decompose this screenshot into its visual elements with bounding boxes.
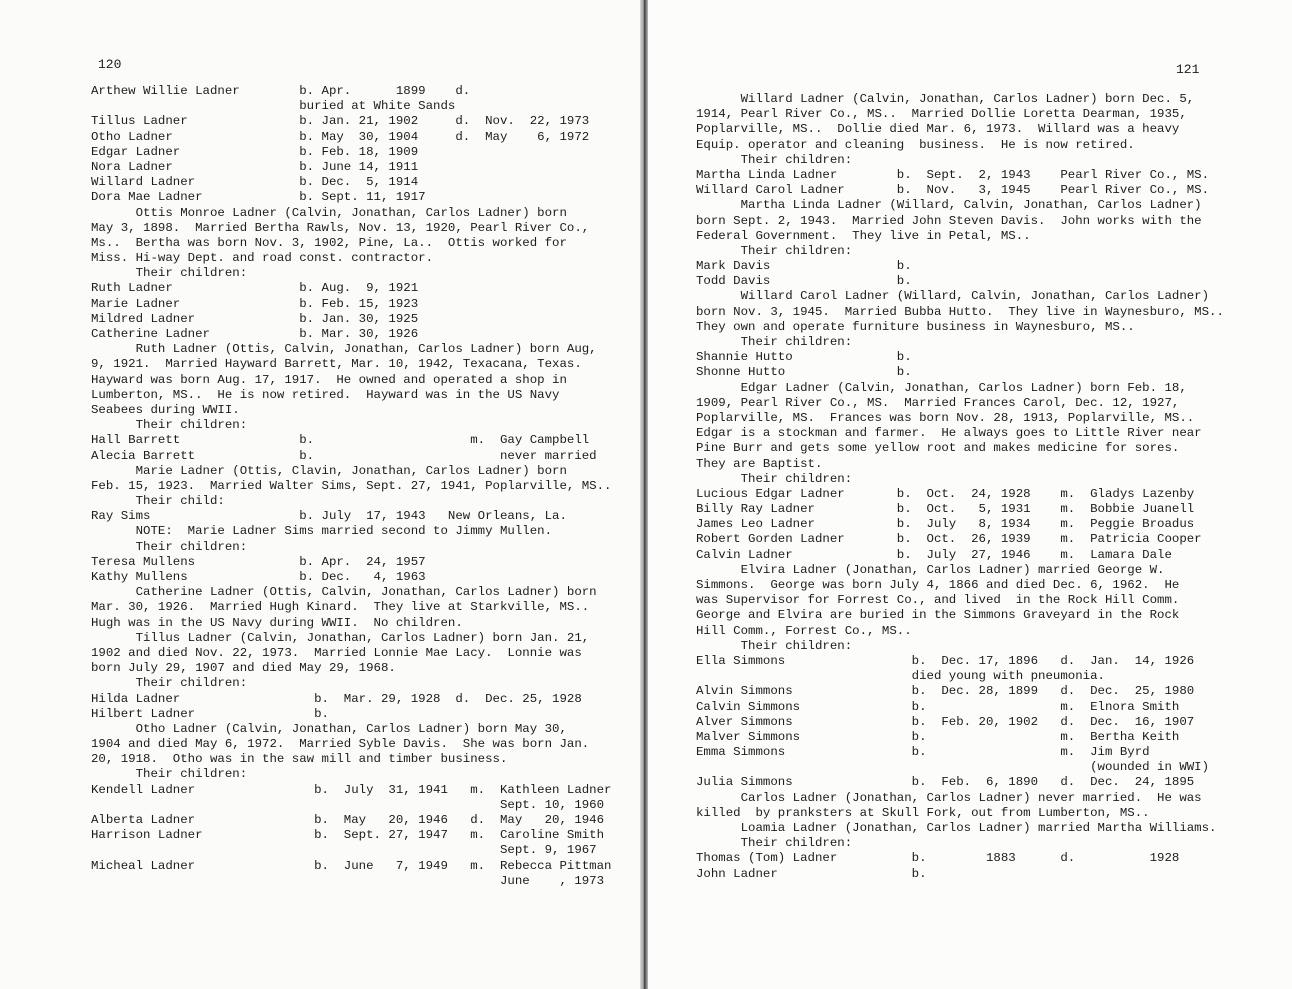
text-line: born Nov. 3, 1945. Married Bubba Hutto. They live in Waynesburo, MS..	[696, 304, 1224, 319]
text-line: Willard Ladner b. Dec. 5, 1914	[91, 175, 419, 190]
text-line: Hilda Ladner b. Mar. 29, 1928 d. Dec. 25, 1928	[91, 691, 582, 706]
text-line: Feb. 15, 1923. Married Walter Sims, Sept. 27, 1941, Poplarville, MS..	[91, 478, 612, 493]
text-line: Emma Simmons b. m. Jim Byrd	[696, 745, 1150, 760]
text-line: Their children:	[696, 638, 853, 653]
text-line: Pine Burr and gets some yellow root and makes medicine for sores.	[696, 441, 1180, 456]
text-line: Their children:	[696, 335, 853, 349]
text-line: 1904 and died May 6, 1972. Married Syble Davis. She was born Jan.	[91, 737, 590, 752]
text-line: Martha Linda Ladner (Willard, Calvin, Jonathan, Carlos Ladner)	[696, 198, 1202, 213]
left-page-text	[91, 84, 612, 889]
text-line: Their children:	[91, 676, 248, 691]
text-line: Shannie Hutto b.	[696, 350, 912, 365]
text-line: Simmons. George was born July 4, 1866 and died Dec. 6, 1962. He	[696, 578, 1180, 592]
text-line: Ella Simmons b. Dec. 17, 1896 d. Jan. 14, 1926	[696, 653, 1195, 668]
text-line: Hayward was born Aug. 17, 1917. He owned and operated a shop in	[91, 372, 567, 387]
text-line: Elvira Ladner (Jonathan, Carlos Ladner) married George W.	[696, 562, 1165, 577]
text-line: Their children:	[91, 418, 248, 433]
text-line: Their children:	[696, 243, 853, 258]
text-line: 1902 and died Nov. 22, 1973. Married Lonnie Mae Lacy. Lonnie was	[91, 645, 582, 660]
text-line: They are Baptist.	[696, 456, 823, 471]
text-line: 20, 1918. Otho was in the saw mill and timber business.	[91, 752, 508, 767]
text-line: Malver Simmons b. m. Bertha Keith	[696, 729, 1180, 744]
text-line: June , 1973	[91, 873, 605, 888]
page-number-right: 121	[1176, 62, 1200, 77]
text-line: Thomas (Tom) Ladner b. 1883 d. 1928	[696, 851, 1180, 866]
text-line: Micheal Ladner b. June 7, 1949 m. Rebecca Pittman	[91, 858, 612, 873]
text-line: Ms.. Bertha was born Nov. 3, 1902, Pine, La.. Ottis worked for	[91, 235, 567, 250]
right-page	[648, 0, 1292, 989]
right-page-text	[696, 92, 1224, 882]
text-line: Catherine Ladner (Ottis, Calvin, Jonathan, Carlos Ladner) born	[91, 585, 597, 600]
text-line: Poplarville, MS. Frances was born Nov. 28, 1913, Poplarville, MS..	[696, 410, 1195, 425]
text-line: Sept. 9, 1967	[91, 843, 597, 858]
text-line: Ottis Monroe Ladner (Calvin, Jonathan, Carlos Ladner) born	[91, 205, 567, 220]
text-line: born July 29, 1907 and died May 29, 1968.	[91, 661, 396, 676]
text-line: Lucious Edgar Ladner b. Oct. 24, 1928 m. Gladys Lazenby	[696, 486, 1195, 501]
text-line: Harrison Ladner b. Sept. 27, 1947 m. Caroline Smith	[91, 828, 605, 843]
text-line: Alver Simmons b. Feb. 20, 1902 d. Dec. 16, 1907	[696, 714, 1195, 729]
text-line: 1914, Pearl River Co., MS.. Married Dollie Loretta Dearman, 1935,	[696, 107, 1187, 122]
text-line: NOTE: Marie Ladner Sims married second to Jimmy Mullen.	[91, 524, 553, 539]
text-line: Ruth Ladner (Ottis, Calvin, Jonathan, Carlos Ladner) born Aug,	[91, 342, 597, 357]
text-line: 9, 1921. Married Hayward Barrett, Mar. 10, 1942, Texacana, Texas.	[91, 357, 582, 372]
text-line: Dora Mae Ladner b. Sept. 11, 1917	[91, 190, 426, 205]
text-line: Nora Ladner b. June 14, 1911	[91, 159, 419, 174]
text-line: Seabees during WWII.	[91, 402, 240, 417]
text-line: Equip. operator and cleaning business. He is now retired.	[696, 137, 1135, 152]
text-line: Tillus Ladner b. Jan. 21, 1902 d. Nov. 22, 1973	[91, 114, 590, 129]
text-line: buried at White Sands	[91, 99, 456, 114]
text-line: Martha Linda Ladner b. Sept. 2, 1943 Pearl River Co., MS.	[696, 167, 1210, 182]
text-line: Their children:	[91, 539, 248, 554]
text-line: (wounded in WWI)	[696, 760, 1210, 775]
text-line: Alberta Ladner b. May 20, 1946 d. May 20, 1946	[91, 813, 605, 827]
text-line: Mildred Ladner b. Jan. 30, 1925	[91, 311, 419, 326]
page-number-left: 120	[98, 57, 122, 72]
text-line: Calvin Simmons b. m. Elnora Smith	[696, 699, 1180, 714]
text-line: Billy Ray Ladner b. Oct. 5, 1931 m. Bobbie Juanell	[696, 502, 1195, 517]
text-line: died young with pneumonia.	[696, 669, 1105, 684]
text-line: Julia Simmons b. Feb. 6, 1890 d. Dec. 24, 1895	[696, 775, 1195, 790]
text-line: Hill Comm., Forrest Co., MS..	[696, 623, 912, 638]
text-line: Lumberton, MS.. He is now retired. Hayward was in the US Navy	[91, 387, 560, 402]
text-line: Todd Davis b.	[696, 274, 912, 289]
text-line: They own and operate furniture business in Waynesburo, MS..	[696, 319, 1135, 334]
text-line: Carlos Ladner (Jonathan, Carlos Ladner) never married. He was	[696, 790, 1202, 805]
text-line: Their children:	[91, 266, 248, 281]
text-line: Willard Ladner (Calvin, Jonathan, Carlos Ladner) born Dec. 5,	[696, 92, 1195, 106]
text-line: Otho Ladner b. May 30, 1904 d. May 6, 1972	[91, 129, 590, 144]
text-line: Willard Carol Ladner b. Nov. 3, 1945 Pearl River Co., MS.	[696, 183, 1210, 198]
text-line: killed by pranksters at Skull Fork, out from Lumberton, MS..	[696, 805, 1150, 820]
text-line: Teresa Mullens b. Apr. 24, 1957	[91, 554, 426, 569]
left-page	[0, 0, 640, 989]
text-line: Sept. 10, 1960	[91, 797, 605, 812]
text-line: Alvin Simmons b. Dec. 28, 1899 d. Dec. 25, 1980	[696, 684, 1195, 699]
text-line: Calvin Ladner b. July 27, 1946 m. Lamara Dale	[696, 547, 1172, 562]
text-line: Hilbert Ladner b.	[91, 706, 329, 721]
text-line: Willard Carol Ladner (Willard, Calvin, Jonathan, Carlos Ladner)	[696, 289, 1210, 304]
text-line: Their children:	[696, 471, 853, 486]
text-line: Federal Government. They live in Petal, MS..	[696, 228, 1031, 243]
text-line: Kendell Ladner b. July 31, 1941 m. Kathleen Ladner	[91, 782, 612, 797]
text-line: Loamia Ladner (Jonathan, Carlos Ladner) married Martha Williams.	[696, 821, 1217, 835]
text-line: was Supervisor for Forrest Co., and lived in the Rock Hill Comm.	[696, 593, 1180, 608]
text-line: Mar. 30, 1926. Married Hugh Kinard. They live at Starkville, MS..	[91, 600, 590, 615]
text-line: James Leo Ladner b. July 8, 1934 m. Peggie Broadus	[696, 517, 1195, 532]
text-line: Marie Ladner b. Feb. 15, 1923	[91, 296, 419, 311]
text-line: Miss. Hi-way Dept. and road const. contractor.	[91, 251, 434, 266]
text-line: Catherine Ladner b. Mar. 30, 1926	[91, 327, 419, 341]
text-line: Edgar is a stockman and farmer. He always goes to Little River near	[696, 426, 1202, 441]
text-line: Edgar Ladner (Calvin, Jonathan, Carlos Ladner) born Feb. 18,	[696, 380, 1187, 395]
text-line: Mark Davis b.	[696, 259, 912, 274]
text-line: born Sept. 2, 1943. Married John Steven Davis. John works with the	[696, 213, 1202, 228]
text-line: John Ladner b.	[696, 866, 927, 881]
text-line: Ray Sims b. July 17, 1943 New Orleans, La.	[91, 509, 567, 524]
text-line: Edgar Ladner b. Feb. 18, 1909	[91, 144, 419, 159]
text-line: Their children:	[696, 836, 853, 851]
text-line: Arthew Willie Ladner b. Apr. 1899 d.	[91, 84, 471, 98]
text-line: May 3, 1898. Married Bertha Rawls, Nov. 13, 1920, Pearl River Co.,	[91, 220, 590, 235]
text-line: Ruth Ladner b. Aug. 9, 1921	[91, 281, 419, 296]
text-line: Hall Barrett b. m. Gay Campbell	[91, 433, 590, 448]
text-line: Marie Ladner (Ottis, Clavin, Jonathan, Carlos Ladner) born	[91, 463, 567, 478]
text-line: Poplarville, MS.. Dollie died Mar. 6, 1973. Willard was a heavy	[696, 122, 1180, 137]
text-line: Otho Ladner (Calvin, Jonathan, Carlos Ladner) born May 30,	[91, 721, 567, 736]
text-line: Tillus Ladner (Calvin, Jonathan, Carlos Ladner) born Jan. 21,	[91, 630, 590, 645]
text-line: Shonne Hutto b.	[696, 365, 912, 380]
text-line: George and Elvira are buried in the Simmons Graveyard in the Rock	[696, 608, 1180, 623]
text-line: Alecia Barrett b. never married	[91, 448, 597, 463]
text-line: Hugh was in the US Navy during WWII. No children.	[91, 615, 463, 630]
text-line: Their children:	[91, 767, 248, 782]
book-gutter	[640, 0, 648, 989]
text-line: Their child:	[91, 494, 225, 509]
text-line: Robert Gorden Ladner b. Oct. 26, 1939 m. Patricia Cooper	[696, 532, 1202, 547]
text-line: Kathy Mullens b. Dec. 4, 1963	[91, 570, 426, 584]
text-line: Their children:	[696, 152, 853, 167]
text-line: 1909, Pearl River Co., MS. Married Frances Carol, Dec. 12, 1927,	[696, 395, 1180, 410]
